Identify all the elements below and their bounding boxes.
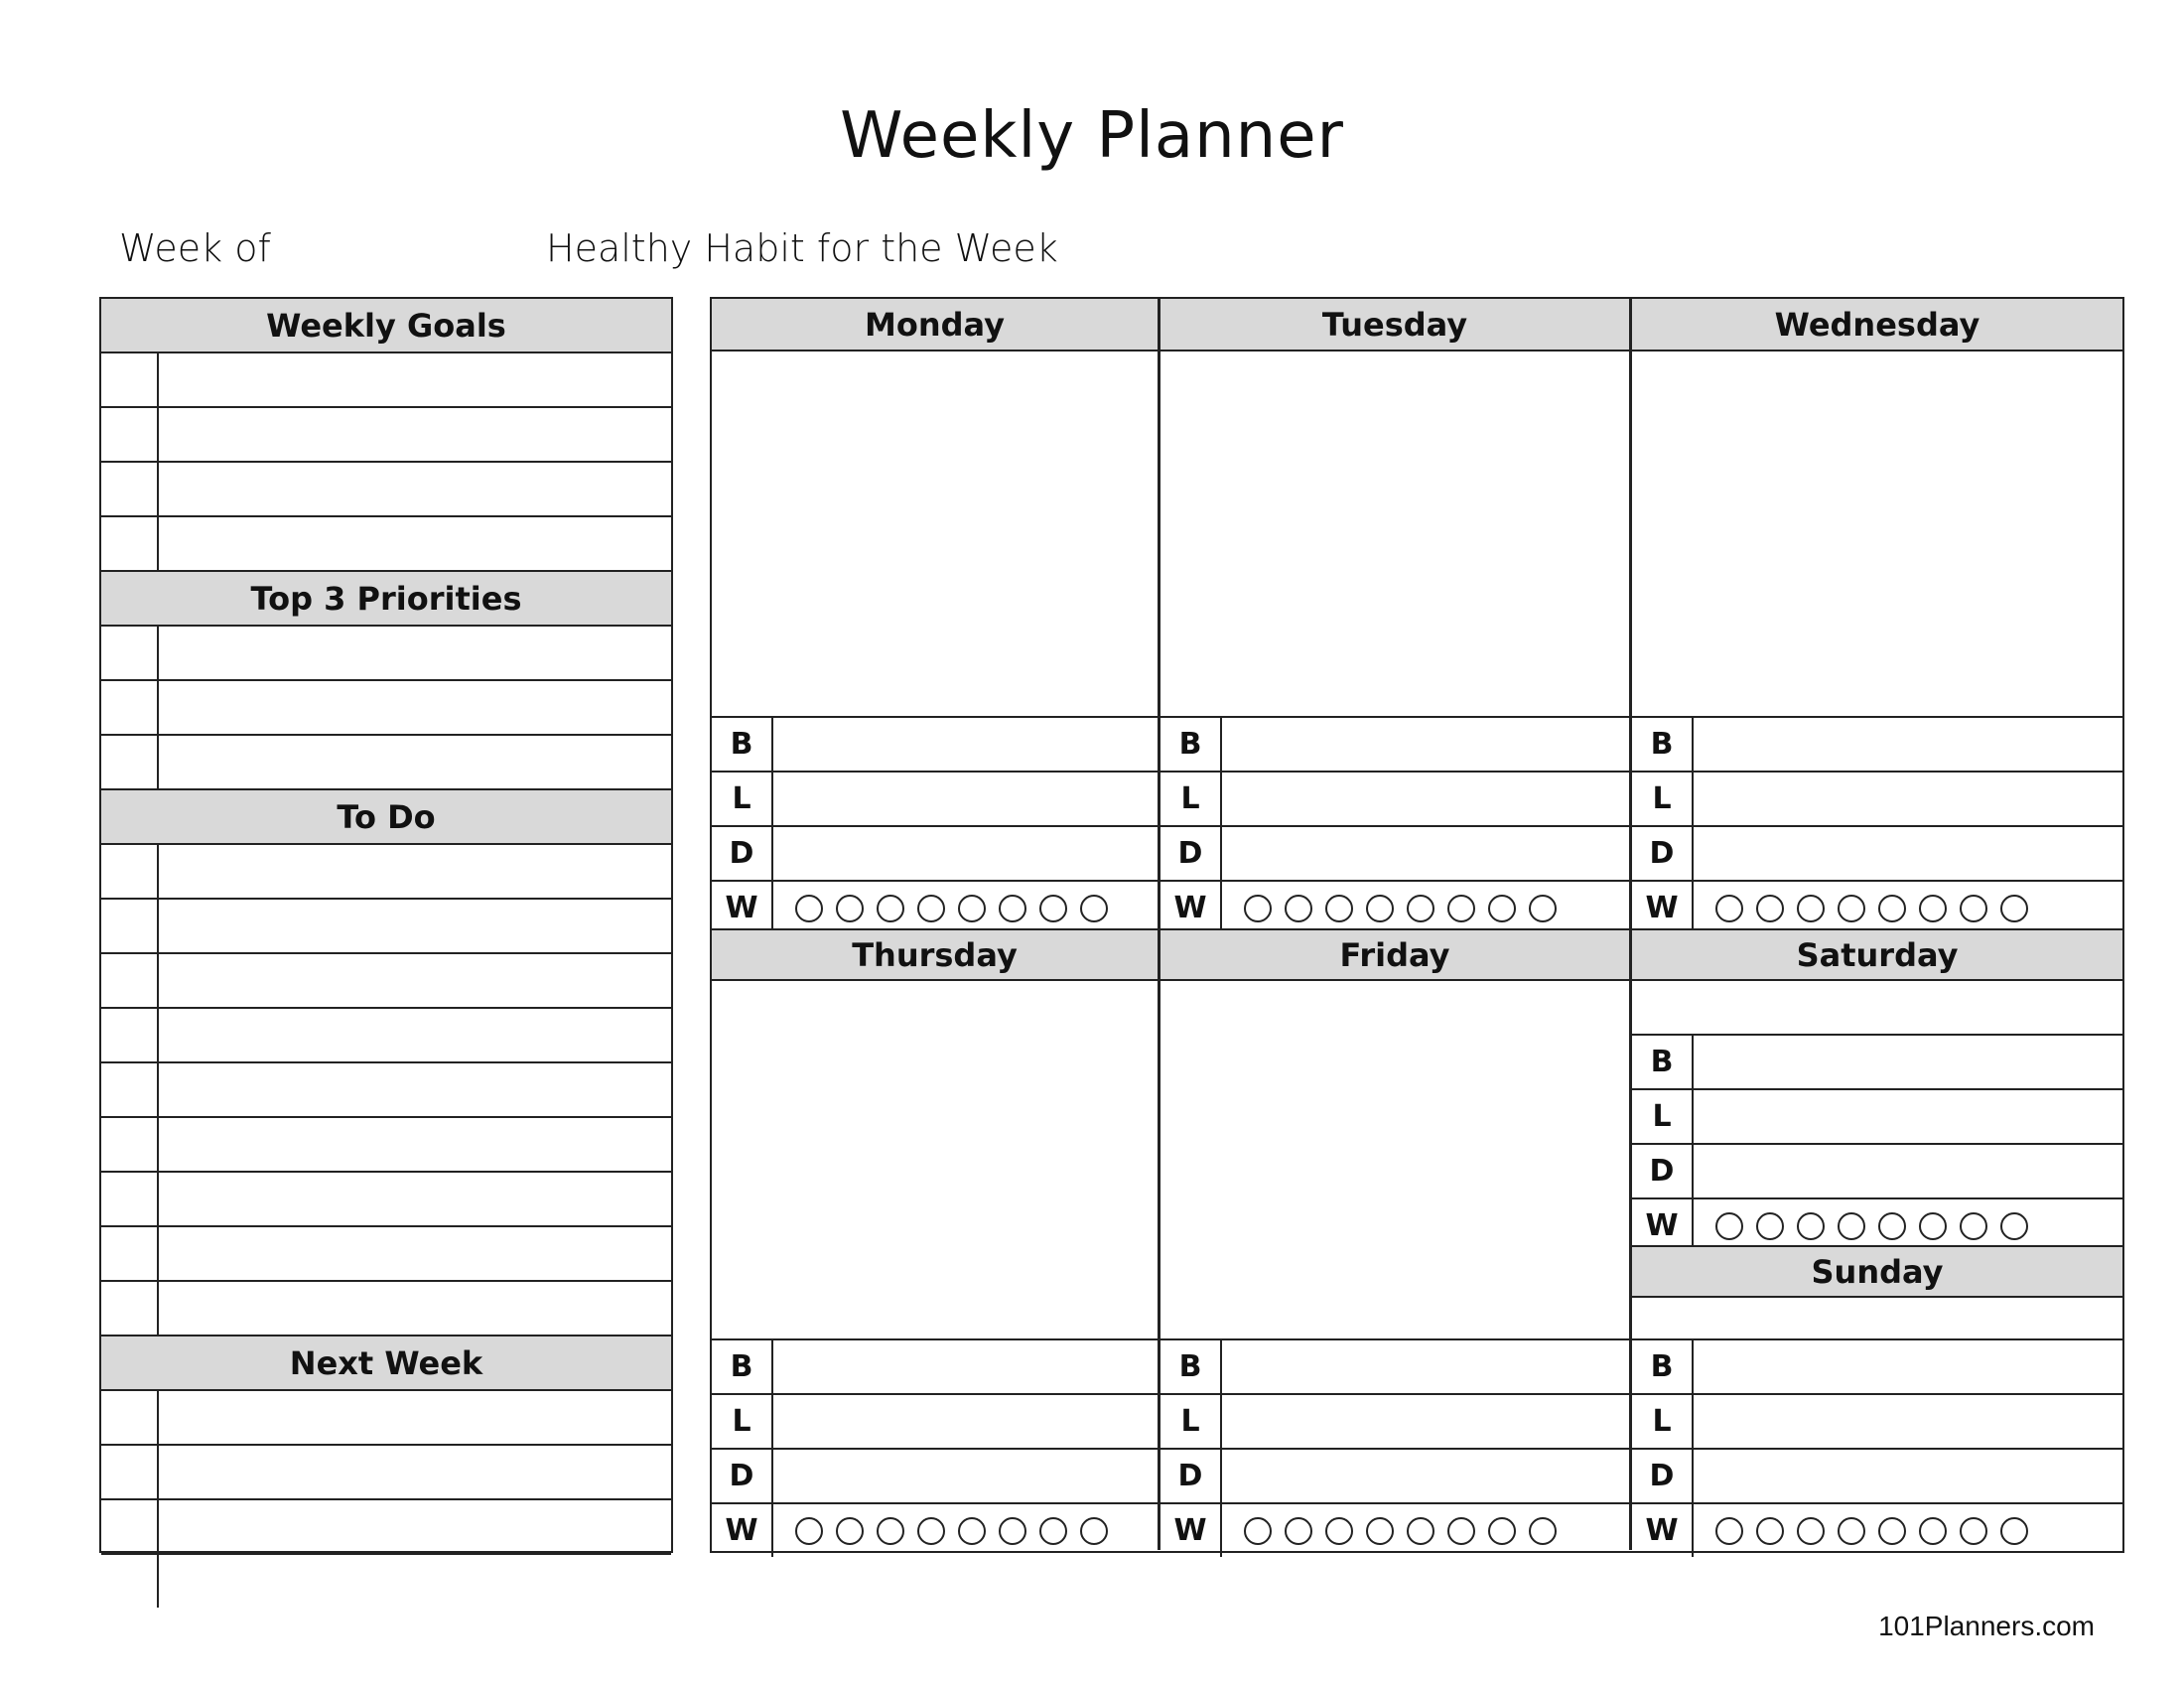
water-circle[interactable] (1838, 1517, 1865, 1545)
water-circle[interactable] (836, 895, 864, 922)
water-circle[interactable] (958, 895, 986, 922)
water-circle[interactable] (1878, 1212, 1906, 1240)
water-circle[interactable] (2000, 1517, 2028, 1545)
weekly-goal-entry-line[interactable] (159, 463, 671, 515)
priority-checkbox[interactable] (101, 736, 159, 788)
next-week-header: Next Week (101, 1336, 671, 1391)
sunday-notes-area[interactable] (1632, 1298, 2122, 1343)
saturday-notes-area[interactable] (1632, 981, 2122, 1034)
meal-row-w (1160, 1502, 1629, 1557)
weekly-goal-entry-line[interactable] (159, 517, 671, 570)
to-do-row (101, 1009, 671, 1063)
meal-row-b (1632, 1034, 2122, 1088)
to-do-row (101, 1227, 671, 1282)
meal-row-w (1160, 880, 1629, 934)
water-circle[interactable] (1529, 1517, 1557, 1545)
water-circle[interactable] (1919, 1517, 1947, 1545)
meal-label: L (712, 1395, 773, 1448)
to-do-checkbox[interactable] (101, 845, 159, 898)
meal-label: L (1160, 1395, 1222, 1448)
priority-row (101, 736, 671, 790)
meal-label: D (712, 1450, 773, 1502)
next-week-checkbox[interactable] (101, 1446, 159, 1498)
water-circle[interactable] (1715, 1212, 1743, 1240)
meal-entry-line[interactable] (1694, 1450, 2122, 1502)
meal-entry-line[interactable] (1694, 1395, 2122, 1448)
water-circle[interactable] (1447, 895, 1475, 922)
healthy-habit-label: Healthy Habit for the Week (546, 226, 1058, 270)
to-do-entry-line[interactable] (159, 1118, 671, 1171)
to-do-row (101, 954, 671, 1009)
saturday-meals (1632, 1034, 2122, 1252)
water-circle[interactable] (2000, 1212, 2028, 1240)
meal-label: L (712, 773, 773, 825)
water-circle[interactable] (1039, 1517, 1067, 1545)
water-circle[interactable] (1756, 895, 1784, 922)
meal-row-b (1160, 716, 1629, 771)
water-circle[interactable] (1756, 1517, 1784, 1545)
meal-row-w (1632, 880, 2122, 934)
water-circle[interactable] (1366, 895, 1394, 922)
to-do-checkbox[interactable] (101, 1118, 159, 1171)
meal-row-l (712, 1393, 1158, 1448)
thursday-header: Thursday (712, 928, 1158, 981)
meal-row-d (1160, 825, 1629, 880)
meal-label: B (1632, 1036, 1694, 1088)
water-tracker[interactable] (773, 882, 1158, 934)
weekly-goal-row (101, 517, 671, 572)
left-panel (99, 297, 673, 1553)
water-circle[interactable] (1488, 895, 1516, 922)
to-do-checkbox[interactable] (101, 954, 159, 1007)
meal-row-d (1632, 1448, 2122, 1502)
water-circle[interactable] (877, 895, 904, 922)
meal-row-w (712, 1502, 1158, 1557)
meal-entry-line[interactable] (1694, 1090, 2122, 1143)
to-do-entry-line[interactable] (159, 1173, 671, 1225)
week-of-label: Week of (119, 226, 271, 270)
meal-entry-line[interactable] (1694, 1036, 2122, 1088)
water-circle[interactable] (795, 1517, 823, 1545)
meal-row-d (1160, 1448, 1629, 1502)
water-tracker[interactable] (1694, 882, 2122, 934)
weekly-goal-checkbox[interactable] (101, 353, 159, 406)
meal-entry-line[interactable] (773, 1395, 1158, 1448)
water-circle[interactable] (795, 895, 823, 922)
next-week-row (101, 1555, 671, 1608)
water-circle[interactable] (1529, 895, 1557, 922)
meal-entry-line[interactable] (1694, 1145, 2122, 1197)
water-circle[interactable] (1080, 1517, 1108, 1545)
meal-label: W (1160, 1504, 1222, 1557)
meal-label: D (1632, 827, 1694, 880)
water-tracker[interactable] (1222, 1504, 1629, 1557)
to-do-checkbox[interactable] (101, 1173, 159, 1225)
sunday-header: Sunday (1632, 1245, 2122, 1298)
week-grid (710, 297, 2124, 1553)
meal-label: B (1160, 1340, 1222, 1393)
meal-entry-line[interactable] (1222, 1340, 1629, 1393)
water-circle[interactable] (1919, 895, 1947, 922)
to-do-checkbox[interactable] (101, 1282, 159, 1335)
weekly-goal-checkbox[interactable] (101, 517, 159, 570)
next-week-checkbox[interactable] (101, 1391, 159, 1444)
page-title: Weekly Planner (840, 99, 1344, 173)
priority-entry-line[interactable] (159, 627, 671, 679)
priority-row (101, 627, 671, 681)
meal-entry-line[interactable] (773, 1450, 1158, 1502)
water-tracker[interactable] (1694, 1504, 2122, 1557)
saturday-header: Saturday (1632, 928, 2122, 981)
water-circle[interactable] (1325, 895, 1353, 922)
water-circle[interactable] (1407, 1517, 1434, 1545)
water-circle[interactable] (1960, 1212, 1987, 1240)
meal-row-d (1632, 1143, 2122, 1197)
next-week-checkbox[interactable] (101, 1555, 159, 1608)
water-circle[interactable] (836, 1517, 864, 1545)
meal-label: W (1632, 882, 1694, 934)
meal-row-l (1632, 771, 2122, 825)
sunday-meals (1632, 1338, 2122, 1557)
meal-label: W (712, 882, 773, 934)
to-do-entry-line[interactable] (159, 954, 671, 1007)
water-circle[interactable] (1838, 895, 1865, 922)
water-circle[interactable] (1039, 895, 1067, 922)
water-circle[interactable] (1244, 1517, 1272, 1545)
thursday-notes-area[interactable] (712, 981, 1158, 1343)
monday-notes-area[interactable] (712, 353, 1158, 716)
weekly-goal-row (101, 353, 671, 408)
to-do-checkbox[interactable] (101, 1063, 159, 1116)
water-circle[interactable] (1285, 895, 1312, 922)
priority-entry-line[interactable] (159, 681, 671, 734)
water-circle[interactable] (999, 895, 1026, 922)
water-circle[interactable] (1960, 1517, 1987, 1545)
meal-row-d (1632, 825, 2122, 880)
meal-label: B (712, 1340, 773, 1393)
priority-row (101, 681, 671, 736)
meal-label: D (1632, 1145, 1694, 1197)
water-circle[interactable] (1838, 1212, 1865, 1240)
water-circle[interactable] (1366, 1517, 1394, 1545)
weekly-goal-row (101, 408, 671, 463)
water-circle[interactable] (1080, 895, 1108, 922)
meal-label: W (1632, 1504, 1694, 1557)
meal-entry-line[interactable] (773, 718, 1158, 771)
meal-row-b (712, 1338, 1158, 1393)
friday-meals (1160, 1338, 1629, 1557)
meal-label: D (712, 827, 773, 880)
to-do-checkbox[interactable] (101, 1227, 159, 1280)
priority-checkbox[interactable] (101, 627, 159, 679)
meal-entry-line[interactable] (1222, 773, 1629, 825)
to-do-entry-line[interactable] (159, 1227, 671, 1280)
meal-row-l (1632, 1088, 2122, 1143)
weekly-goal-entry-line[interactable] (159, 408, 671, 461)
wednesday-meals (1632, 716, 2122, 934)
meal-label: W (1632, 1199, 1694, 1252)
to-do-row (101, 1063, 671, 1118)
water-circle[interactable] (1244, 895, 1272, 922)
meal-label: D (1632, 1450, 1694, 1502)
meal-entry-line[interactable] (1694, 827, 2122, 880)
meal-entry-line[interactable] (1222, 1450, 1629, 1502)
meal-label: B (712, 718, 773, 771)
water-circle[interactable] (958, 1517, 986, 1545)
next-week-entry-line[interactable] (159, 1391, 671, 1444)
weekly-goal-row (101, 463, 671, 517)
water-circle[interactable] (917, 1517, 945, 1545)
water-circle[interactable] (1715, 1517, 1743, 1545)
meal-entry-line[interactable] (1222, 827, 1629, 880)
meal-row-l (1160, 1393, 1629, 1448)
to-do-entry-line[interactable] (159, 1282, 671, 1335)
meal-row-w (1632, 1197, 2122, 1252)
meal-entry-line[interactable] (1694, 718, 2122, 771)
to-do-row (101, 1118, 671, 1173)
meal-row-b (712, 716, 1158, 771)
wednesday-header: Wednesday (1632, 299, 2122, 352)
water-tracker[interactable] (773, 1504, 1158, 1557)
to-do-checkbox[interactable] (101, 1009, 159, 1061)
water-circle[interactable] (1325, 1517, 1353, 1545)
meal-entry-line[interactable] (773, 1340, 1158, 1393)
to-do-row (101, 845, 671, 900)
water-circle[interactable] (1488, 1517, 1516, 1545)
weekly-goal-checkbox[interactable] (101, 408, 159, 461)
next-week-row (101, 1391, 671, 1446)
meal-row-l (712, 771, 1158, 825)
top-priorities-header: Top 3 Priorities (101, 572, 671, 627)
meal-row-w (1632, 1502, 2122, 1557)
meal-row-b (1632, 716, 2122, 771)
meal-label: B (1632, 1340, 1694, 1393)
weekly-goals-header: Weekly Goals (101, 299, 671, 353)
to-do-row (101, 1282, 671, 1336)
meal-label: L (1632, 773, 1694, 825)
next-week-entry-line[interactable] (159, 1446, 671, 1498)
next-week-row (101, 1500, 671, 1555)
meal-label: D (1160, 1450, 1222, 1502)
tuesday-notes-area[interactable] (1160, 353, 1629, 716)
water-circle[interactable] (917, 895, 945, 922)
water-circle[interactable] (1285, 1517, 1312, 1545)
water-circle[interactable] (2000, 895, 2028, 922)
water-circle[interactable] (1797, 1212, 1825, 1240)
to-do-entry-line[interactable] (159, 845, 671, 898)
water-circle[interactable] (1919, 1212, 1947, 1240)
tuesday-header: Tuesday (1160, 299, 1629, 352)
meal-row-d (712, 825, 1158, 880)
meal-label: W (712, 1504, 773, 1557)
water-circle[interactable] (1878, 895, 1906, 922)
friday-header: Friday (1160, 928, 1629, 981)
meal-entry-line[interactable] (1222, 718, 1629, 771)
water-circle[interactable] (1960, 895, 1987, 922)
next-week-checkbox[interactable] (101, 1500, 159, 1553)
meal-row-d (712, 1448, 1158, 1502)
water-circle[interactable] (1878, 1517, 1906, 1545)
thursday-meals (712, 1338, 1158, 1557)
meal-label: B (1160, 718, 1222, 771)
to-do-entry-line[interactable] (159, 1009, 671, 1061)
meal-label: L (1632, 1395, 1694, 1448)
monday-meals (712, 716, 1158, 934)
meal-row-w (712, 880, 1158, 934)
tuesday-meals (1160, 716, 1629, 934)
to-do-header: To Do (101, 790, 671, 845)
meal-label: W (1160, 882, 1222, 934)
meal-entry-line[interactable] (773, 773, 1158, 825)
to-do-entry-line[interactable] (159, 900, 671, 952)
meal-label: D (1160, 827, 1222, 880)
water-circle[interactable] (1407, 895, 1434, 922)
meal-label: L (1160, 773, 1222, 825)
water-circle[interactable] (999, 1517, 1026, 1545)
meal-row-b (1632, 1338, 2122, 1393)
to-do-row (101, 1173, 671, 1227)
footer-brand: 101Planners.com (1878, 1611, 2095, 1641)
weekly-goal-entry-line[interactable] (159, 353, 671, 406)
meal-row-b (1160, 1338, 1629, 1393)
water-circle[interactable] (1715, 895, 1743, 922)
water-circle[interactable] (1447, 1517, 1475, 1545)
meal-entry-line[interactable] (773, 827, 1158, 880)
meal-entry-line[interactable] (1222, 1395, 1629, 1448)
meal-label: L (1632, 1090, 1694, 1143)
water-circle[interactable] (1797, 895, 1825, 922)
next-week-entry-line[interactable] (159, 1555, 671, 1608)
meal-entry-line[interactable] (1694, 1340, 2122, 1393)
friday-notes-area[interactable] (1160, 981, 1629, 1343)
priority-checkbox[interactable] (101, 681, 159, 734)
meal-entry-line[interactable] (1694, 773, 2122, 825)
to-do-entry-line[interactable] (159, 1063, 671, 1116)
water-circle[interactable] (1756, 1212, 1784, 1240)
priority-entry-line[interactable] (159, 736, 671, 788)
to-do-checkbox[interactable] (101, 900, 159, 952)
next-week-entry-line[interactable] (159, 1500, 671, 1553)
weekly-goal-checkbox[interactable] (101, 463, 159, 515)
wednesday-notes-area[interactable] (1632, 353, 2122, 716)
next-week-row (101, 1446, 671, 1500)
meal-label: B (1632, 718, 1694, 771)
water-tracker[interactable] (1222, 882, 1629, 934)
water-circle[interactable] (1797, 1517, 1825, 1545)
meal-row-l (1632, 1393, 2122, 1448)
monday-header: Monday (712, 299, 1158, 352)
to-do-row (101, 900, 671, 954)
water-circle[interactable] (877, 1517, 904, 1545)
meal-row-l (1160, 771, 1629, 825)
